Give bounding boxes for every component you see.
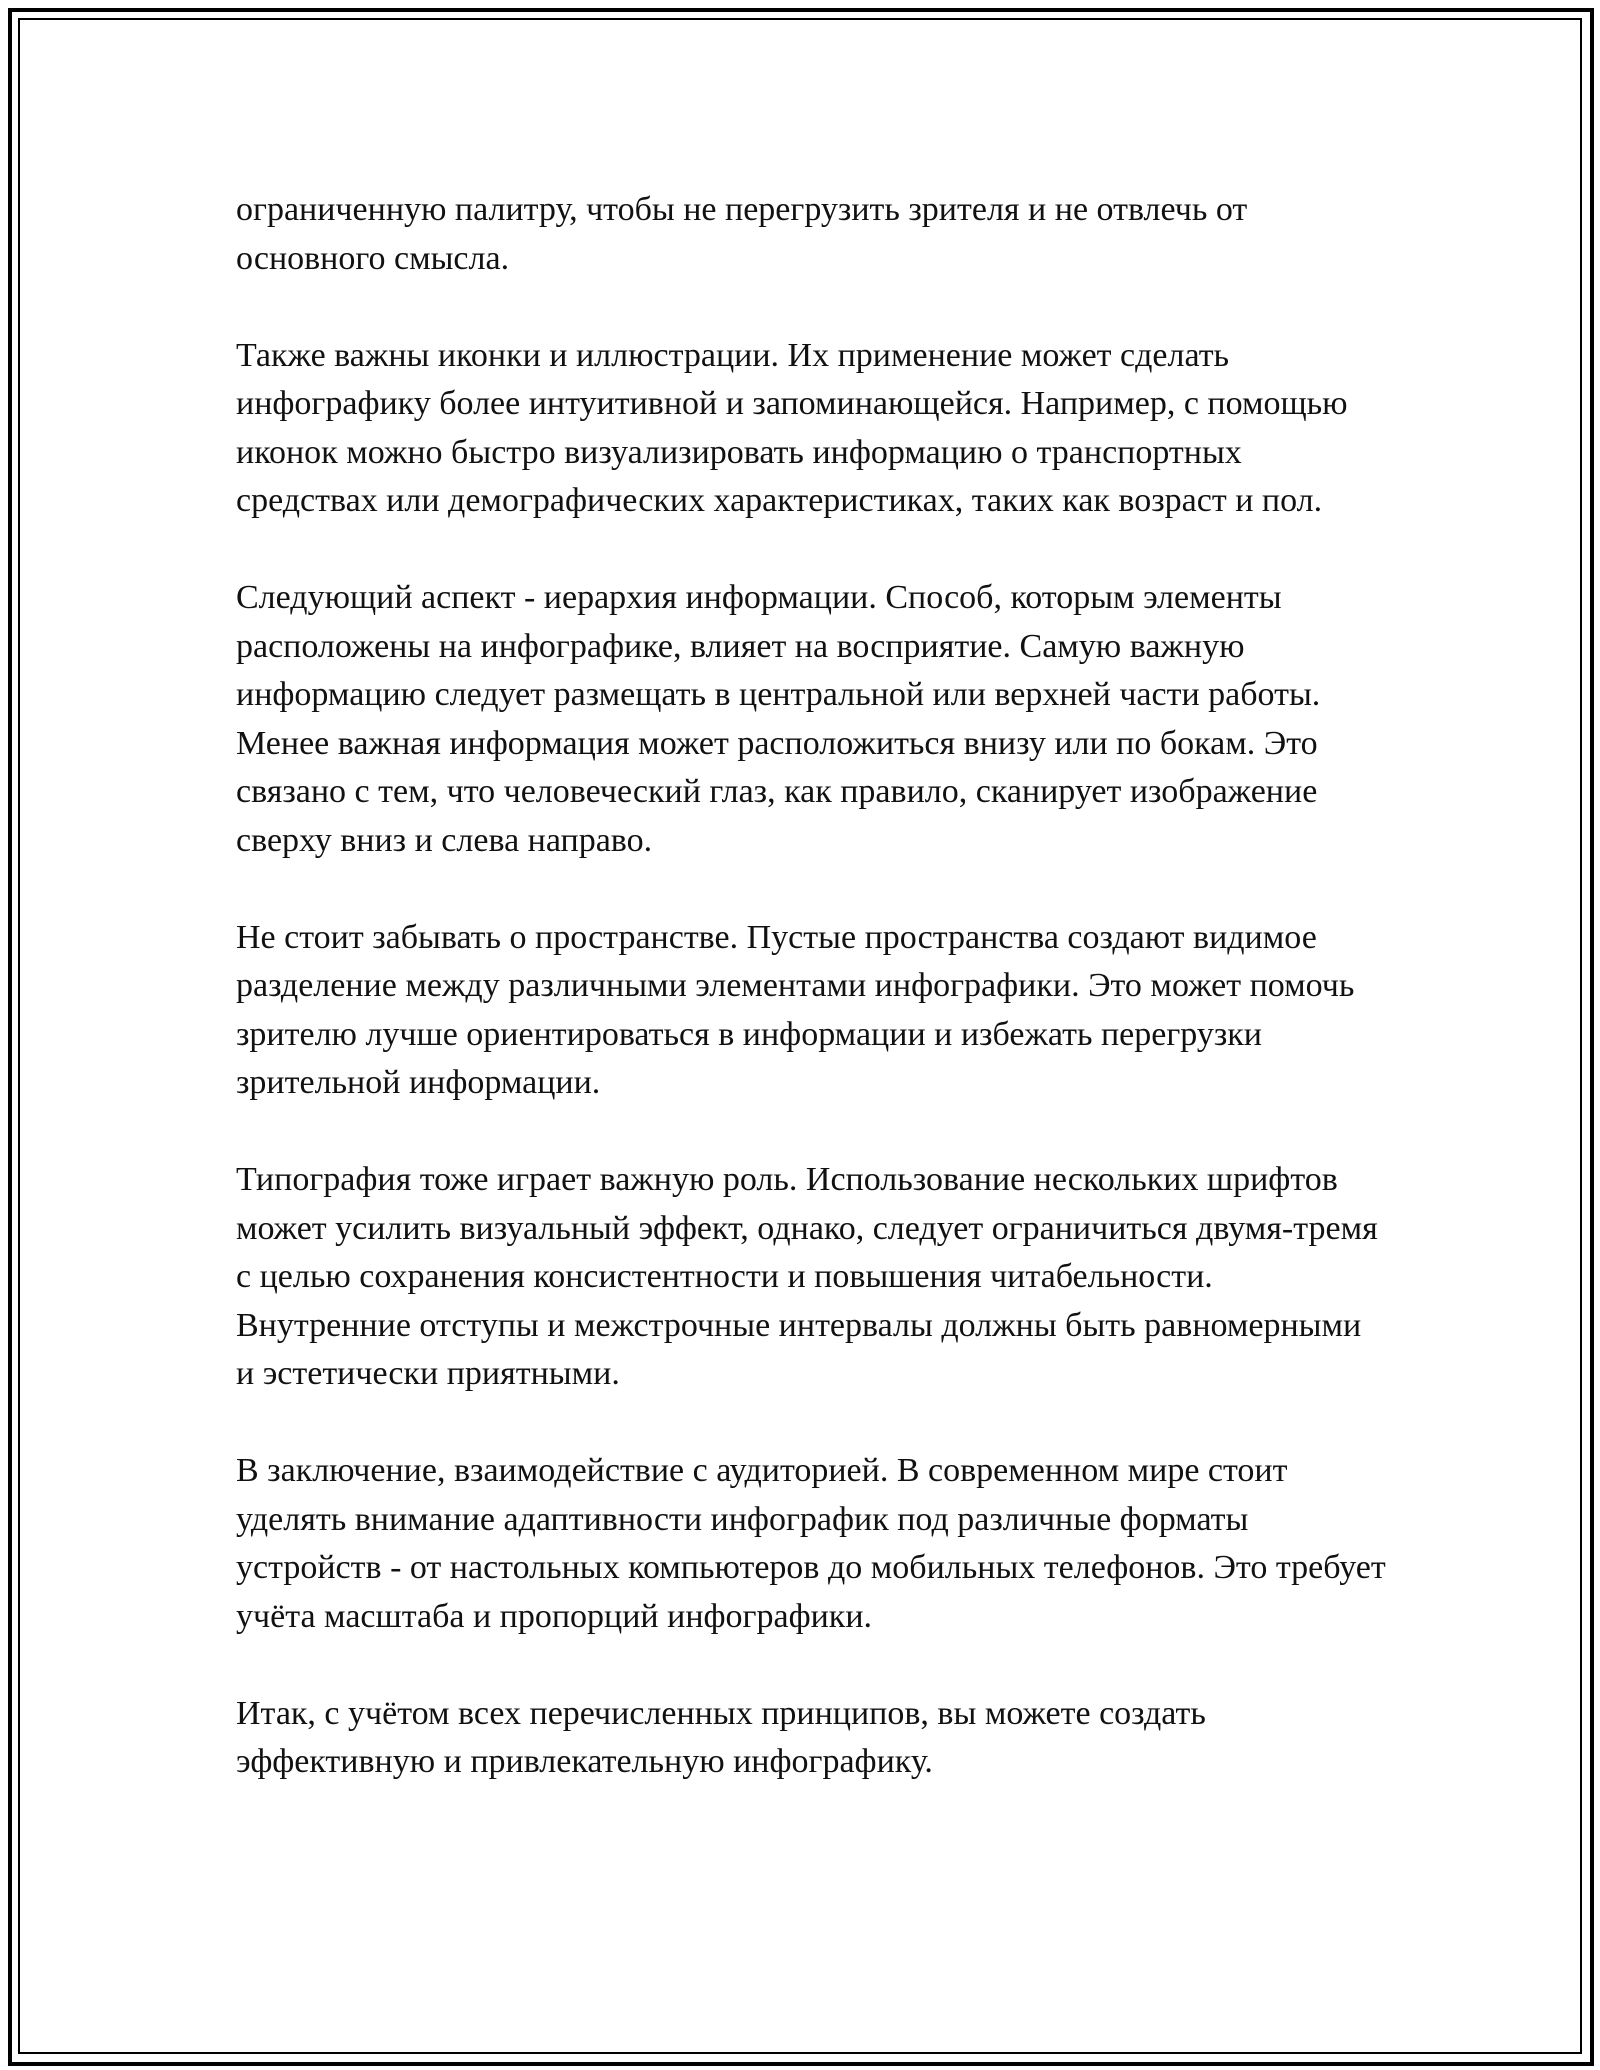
paragraph-information-hierarchy: Следующий аспект - иерархия информации. Способ, которым элементы расположены на инфографике, влияет на восприятие. Самую важную информацию следует размещать в центральной или верхней части работы. Менее важная информация может расположиться внизу или по бокам. Это связано с тем, что человеческий глаз, как правило, сканирует изображение сверху вниз и слева направо. [236,579,1321,859]
paragraph-conclusion: Итак, с учётом всех перечисленных принципов, вы можете создать эффективную и привлекательную инфографику. [236,1694,1206,1780]
paragraph-whitespace: Не стоит забывать о пространстве. Пустые пространства создают видимое разделение между различными элементами инфографики. Это может помочь зрителю лучше ориентироваться в информации и избежать перегрузки зрительной информации. [236,918,1355,1101]
paragraph-icons-illustrations: Также важны иконки и иллюстрации. Их применение может сделать инфографику более интуитивной и запоминающейся. Например, с помощью иконок можно быстро визуализировать информацию о транспортных средствах или демографических характеристиках, таких как возраст и пол. [236,336,1348,519]
paragraph-audience-interaction: В заключение, взаимодействие с аудиторией. В современном мире стоит уделять внимание адаптивности инфографик под различные форматы устройств - от настольных компьютеров до мобильных телефонов. Это требует учёта масштаба и пропорций инфографики. [236,1452,1386,1635]
paragraph-typography: Типография тоже играет важную роль. Использование нескольких шрифтов может усилить визуальный эффект, однако, следует ограничиться двумя-тремя с целью сохранения консистентности и повышения читабельности. Внутренние отступы и межстрочные интервалы должны быть равномерными и эстетически приятными. [236,1161,1378,1392]
document-body [236,186,1386,1787]
paragraph-palette-continuation: ограниченную палитру, чтобы не перегрузить зрителя и не отвлечь от основного смысла. [236,191,1248,277]
